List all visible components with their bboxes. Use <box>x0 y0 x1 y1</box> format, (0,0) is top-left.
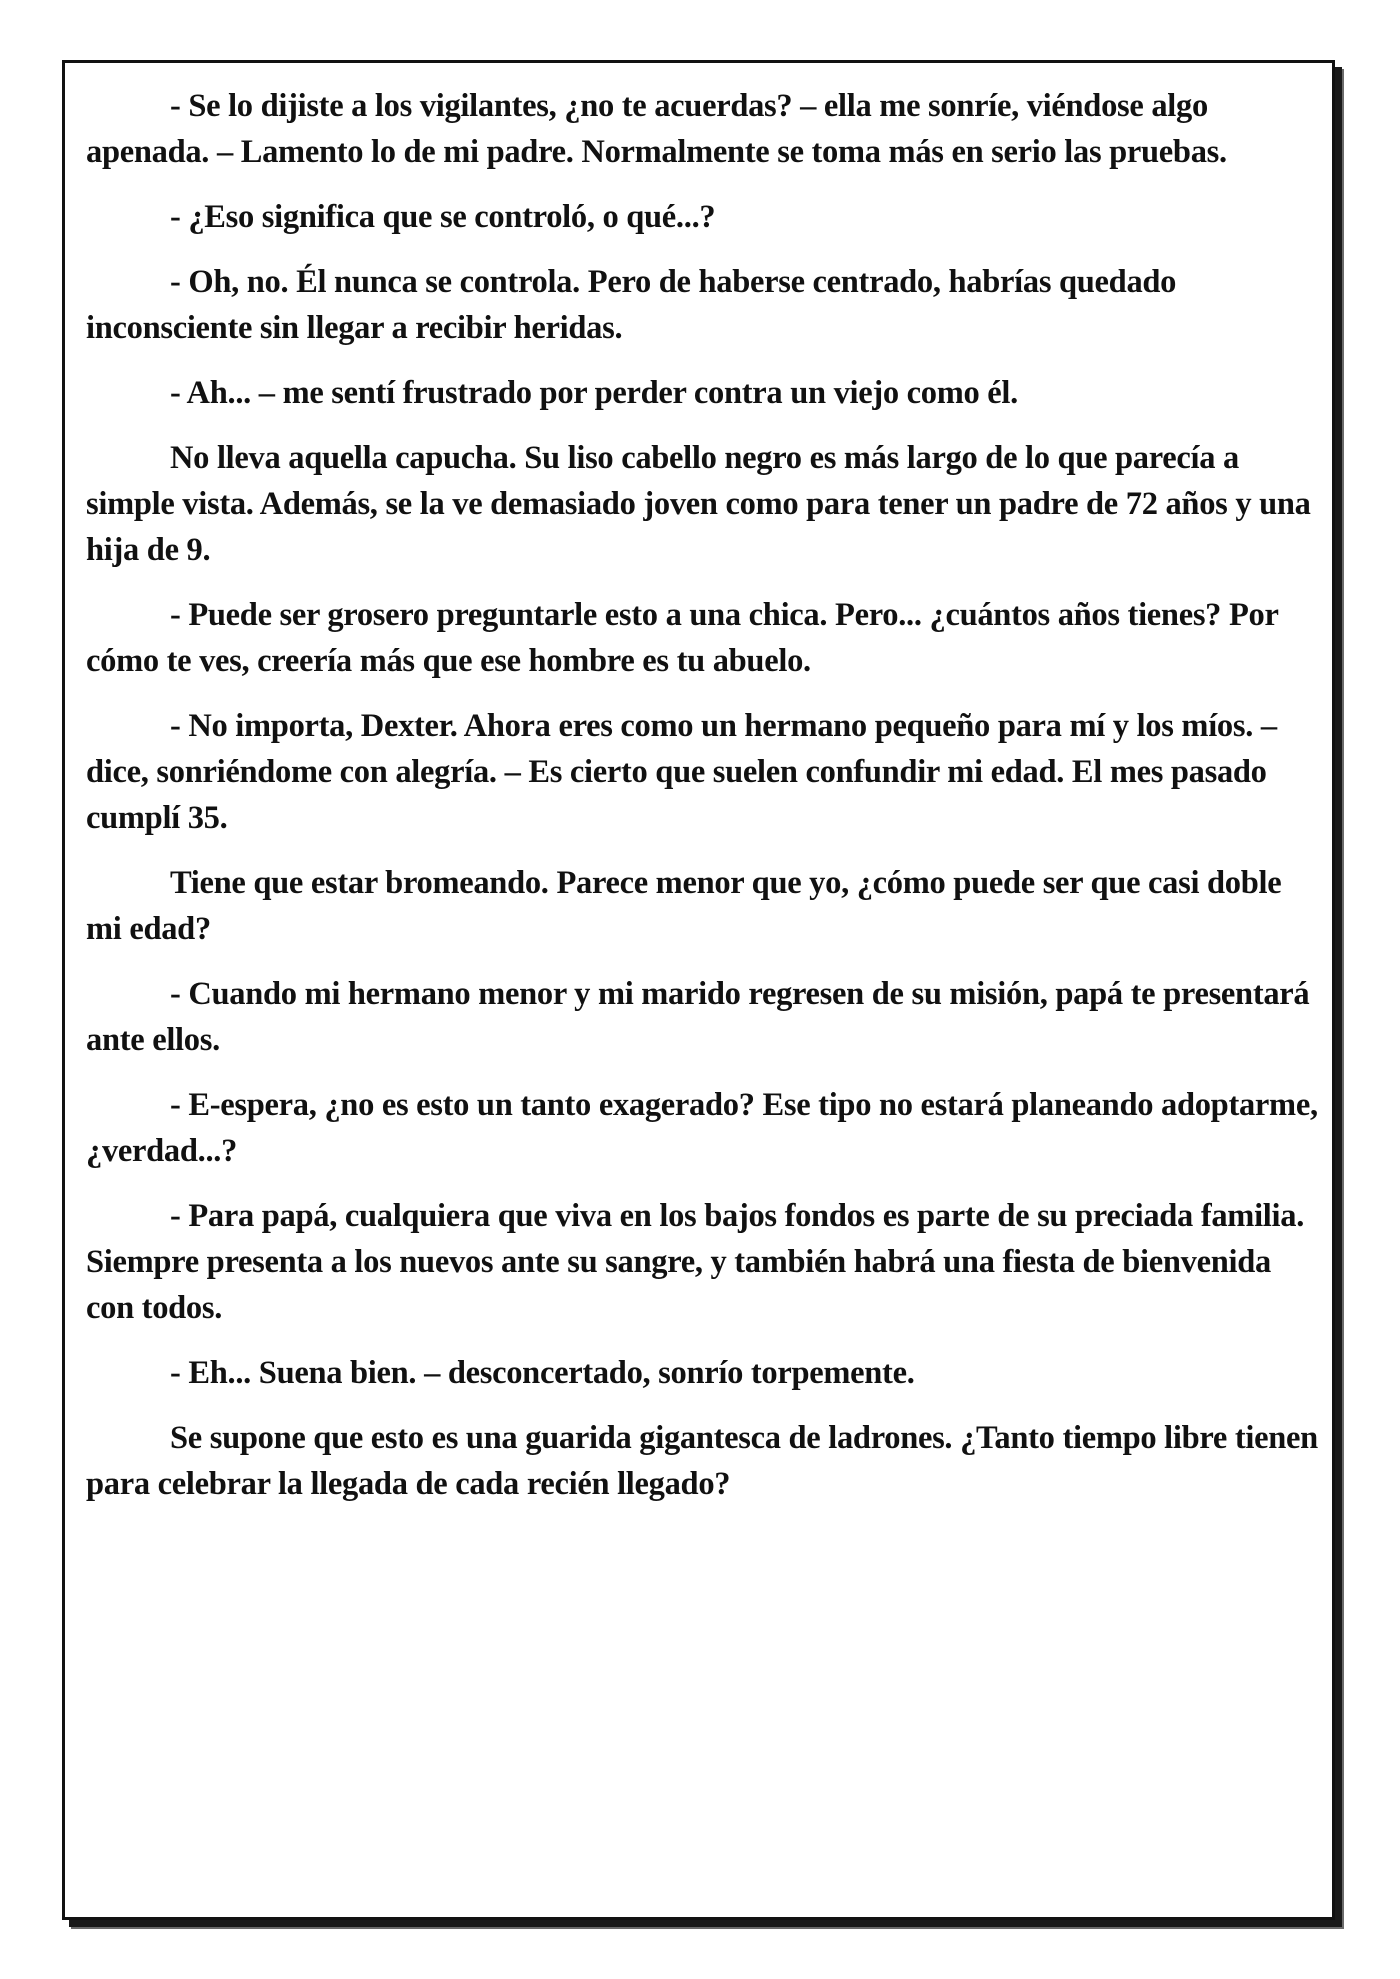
paragraph: - Eh... Suena bien. – desconcertado, sonrío torpemente. <box>170 1355 915 1391</box>
paragraph: - E-espera, ¿no es esto un tanto exagerado? Ese tipo no estará planeando adoptarme, ¿verdad...? <box>86 1087 1318 1169</box>
document-body <box>86 83 1321 1526</box>
paragraph: Tiene que estar bromeando. Parece menor que yo, ¿cómo puede ser que casi doble mi edad? <box>86 865 1282 947</box>
paragraph: - Oh, no. Él nunca se controla. Pero de haberse centrado, habrías quedado inconsciente sin llegar a recibir heridas. <box>86 264 1177 346</box>
paragraph: - Para papá, cualquiera que viva en los bajos fondos es parte de su preciada familia. Siempre presenta a los nuevos ante su sangre, y también habrá una fiesta de bienvenida con todos. <box>86 1198 1305 1326</box>
paragraph: - Se lo dijiste a los vigilantes, ¿no te acuerdas? – ella me sonríe, viéndose algo apenada. – Lamento lo de mi padre. Normalmente se toma más en serio las pruebas. <box>86 88 1227 170</box>
paragraph: - Cuando mi hermano menor y mi marido regresen de su misión, papá te presentará ante ellos. <box>86 976 1310 1058</box>
page-frame <box>62 60 1335 1920</box>
paragraph: - Puede ser grosero preguntarle esto a una chica. Pero... ¿cuántos años tienes? Por cómo te ves, creería más que ese hombre es tu abuelo. <box>86 597 1278 679</box>
paragraph: No lleva aquella capucha. Su liso cabello negro es más largo de lo que parecía a simple vista. Además, se la ve demasiado joven como para tener un padre de 72 años y una hija de 9. <box>86 440 1311 568</box>
paragraph: - Ah... – me sentí frustrado por perder contra un viejo como él. <box>170 375 1018 411</box>
paragraph: - No importa, Dexter. Ahora eres como un hermano pequeño para mí y los míos. – dice, sonriéndome con alegría. – Es cierto que suelen confundir mi edad. El mes pasado cumplí 35. <box>86 708 1277 836</box>
paragraph: - ¿Eso significa que se controló, o qué...? <box>170 199 716 235</box>
paragraph: Se supone que esto es una guarida gigantesca de ladrones. ¿Tanto tiempo libre tienen para celebrar la llegada de cada recién llegado? <box>86 1420 1318 1502</box>
